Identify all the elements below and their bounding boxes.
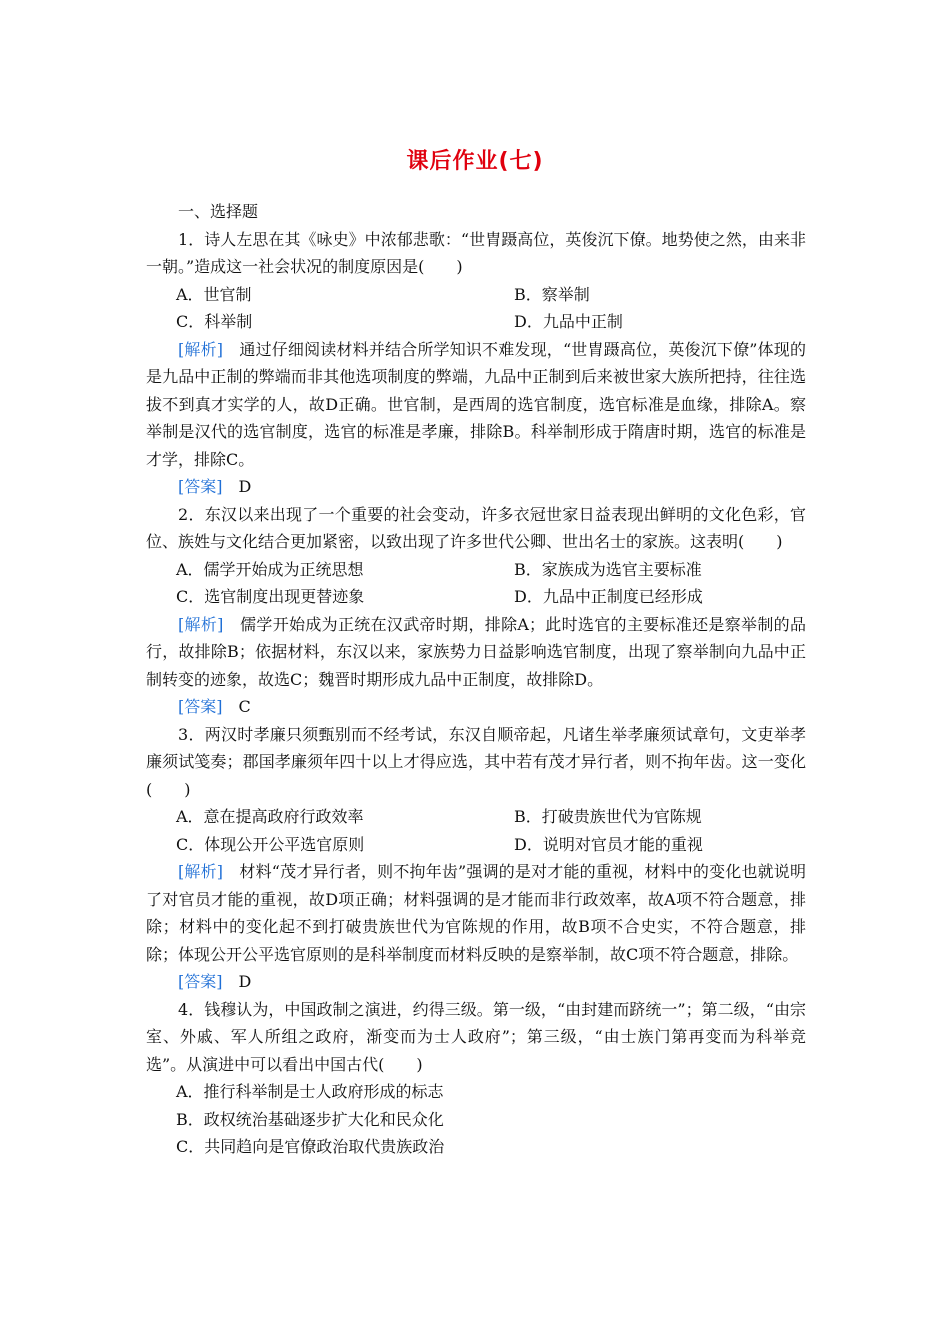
option-d: D．说明对官员才能的重视 (514, 834, 703, 854)
analysis-text: 材料“茂才异行者，则不拘年齿”强调的是对才能的重视，材料中的变化也就说明了对官员才能的重视，故D项正确；材料强调的是才能而非行政效率，故A项不符合题意，排除；材料中的变化起不到打破贵族世代为官陈规的作用，故B项不合史实，不符合题意，排除；体现公开公平选官原则的是科举制度而材料反映的是察举制，故C项不符合题意，排除。 (146, 862, 806, 964)
answer-text: D (238, 972, 252, 991)
analysis-text: 儒学开始成为正统在汉武帝时期，排除A；此时选官的主要标准还是察举制的品行，故排除B；依据材料，东汉以来，家族势力日益影响选官制度，出现了察举制向九品中正制转变的迹象，故选C；魏晋时期形成九品中正制度，故排除D。 (146, 614, 806, 689)
option-c: C．选官制度出现更替迹象 (176, 587, 365, 606)
content (146, 198, 806, 1161)
question-3-analysis (146, 858, 806, 968)
question-3-options-row1 (146, 803, 806, 831)
question-2-analysis (146, 611, 806, 694)
question-1-answer (146, 473, 806, 501)
option-b: B．打破贵族世代为官陈规 (514, 807, 702, 826)
question-1-analysis (146, 336, 806, 474)
question-2-stem: 2．东汉以来出现了一个重要的社会变动，许多衣冠世家日益表现出鲜明的文化色彩，官位、族姓与文化结合更加紧密，以致出现了许多世代公卿、世出名士的家族。这表明( ) (146, 504, 806, 551)
answer-text: C (238, 697, 251, 716)
question-1-options-row1 (146, 281, 806, 309)
option-c: C．科举制 (176, 312, 253, 331)
page-title: 课后作业(七) (406, 149, 544, 174)
option-a: A．儒学开始成为正统思想 (176, 559, 364, 579)
option-b: B．察举制 (514, 284, 590, 304)
option-c: C．共同趋向是官僚政治取代贵族政治 (176, 1137, 445, 1156)
analysis-tag: [解析] (178, 339, 224, 359)
option-d: D．九品中正制 (514, 312, 623, 331)
question-3-options-row2 (146, 831, 806, 859)
option-b: B．家族成为选官主要标准 (514, 559, 702, 579)
answer-tag: [答案] (178, 697, 223, 716)
question-1-options-row2 (146, 308, 806, 336)
question-2-options-row1 (146, 556, 806, 584)
analysis-text: 通过仔细阅读材料并结合所学知识不难发现，“世胄蹑高位，英俊沉下僚”体现的是九品中正制的弊端而非其他选项制度的弊端，九品中正制到后来被世家大族所把持，往往选拔不到真才实学的人，故D正确。世官制，是西周的选官制度，选官标准是血缘，排除A。察举制是汉代的选官制度，选官的标准是孝廉，排除B。科举制形成于隋唐时期，选官的标准是才学，排除C。 (146, 339, 806, 469)
option-a: A．意在提高政府行政效率 (176, 807, 364, 826)
option-d: D．九品中正制度已经形成 (514, 587, 703, 606)
answer-tag: [答案] (178, 477, 223, 496)
question-4-stem: 4．钱穆认为，中国政制之演进，约得三级。第一级，“由封建而跻统一”；第二级，“由宗室、外戚、军人所组之政府，渐变而为士人政府”；第三级，“由士族门第再变而为科举竞选”。从演进中可以看出中国古代( ) (146, 999, 806, 1074)
question-3-stem: 3．两汉时孝廉只须甄别而不经考试，东汉自顺帝起，凡诸生举孝廉须试章句，文吏举孝廉须试笺奏；郡国孝廉须年四十以上才得应选，其中若有茂才异行者，则不拘年齿。这一变化( ) (146, 724, 806, 799)
question-1-stem: 1．诗人左思在其《咏史》中浓郁悲歌：“世胄蹑高位，英俊沉下僚。地势使之然，由来非一朝。”造成这一社会状况的制度原因是( ) (146, 229, 806, 276)
answer-text: D (238, 477, 252, 496)
question-3-answer (146, 968, 806, 996)
option-c: C．体现公开公平选官原则 (176, 834, 365, 854)
option-a: A．世官制 (176, 284, 252, 304)
option-b: B．政权统治基础逐步扩大化和民众化 (176, 1109, 444, 1129)
analysis-tag: [解析] (178, 862, 224, 881)
option-a: A．推行科举制是士人政府形成的标志 (176, 1082, 444, 1101)
analysis-tag: [解析] (178, 614, 224, 634)
section-heading: 一、选择题 (178, 202, 259, 221)
question-2-answer (146, 693, 806, 721)
answer-tag: [答案] (178, 972, 223, 991)
question-2-options-row2 (146, 583, 806, 611)
